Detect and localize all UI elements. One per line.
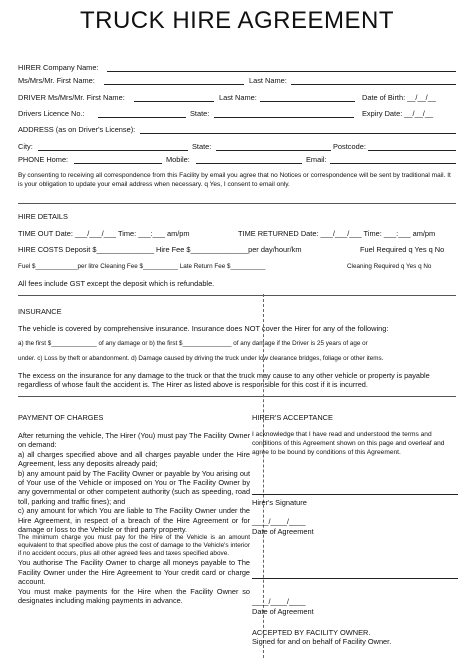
- signed-for-label: Signed for and on behalf of Facility Owner.: [252, 637, 392, 646]
- state2-field[interactable]: [216, 150, 331, 151]
- phone-home-label: PHONE Home:: [18, 155, 69, 164]
- expiry-date-field[interactable]: Expiry Date: __/__/__: [362, 109, 434, 118]
- email-consent-text: By consenting to receiving all correspondence from this Facility by email you agree that no Notices or correspondence will be sent by traditional mail. It is your obligation to update your email address when necessary. q Yes, I consent to email only.: [18, 172, 451, 188]
- company-name-label: HIRER Company Name:: [18, 63, 99, 72]
- facility-signature-field[interactable]: [252, 578, 458, 579]
- city-label: City:: [18, 142, 33, 151]
- page-title: TRUCK HIRE AGREEMENT: [79, 7, 395, 34]
- date-of-birth-field[interactable]: Date of Birth: __/__/__: [362, 93, 436, 102]
- payment-para-4: c) any amount for which You are liable to The Facility Owner under the Hire Agreement, in respect of a breach of the Hire Agreement or for damage or loss to the Vehicle or third party property.: [18, 506, 250, 535]
- payment-para-7: You must make payments for the Hire when the Facility Owner so designates including making payments in advance.: [18, 586, 250, 606]
- first-name-label: Ms/Mrs/Mr. First Name:: [18, 76, 95, 85]
- time-returned-field[interactable]: TIME RETURNED Date: ___/___/___ Time: ___:___ am/pm: [238, 229, 436, 238]
- payment-para-6: You authorise The Facility Owner to charge all moneys payable to The Facility Owner under the Hire Agreement to Your credit card or charge account.: [18, 558, 250, 587]
- email-field[interactable]: [330, 163, 456, 164]
- insurance-heading: INSURANCE: [18, 307, 62, 316]
- licence-field[interactable]: [98, 117, 186, 118]
- postcode-label: Postcode:: [333, 142, 366, 151]
- address-field[interactable]: [140, 133, 456, 134]
- agreement-date-field-1[interactable]: ____/____/____: [252, 517, 306, 526]
- hirer-signature-label: Hirer's Signature: [252, 498, 307, 507]
- mobile-label: Mobile:: [166, 155, 190, 164]
- divider: [18, 396, 456, 397]
- time-out-field[interactable]: TIME OUT Date: ___/___/___ Time: ___:___ am/pm: [18, 229, 190, 238]
- last-name-label: Last Name:: [249, 76, 287, 85]
- accepted-by-label: ACCEPTED BY FACILITY OWNER.: [252, 628, 371, 637]
- last-name-field[interactable]: [291, 84, 456, 85]
- first-name-field[interactable]: [104, 84, 244, 85]
- state-label: State:: [190, 109, 210, 118]
- fuel-required-checkbox[interactable]: Fuel Required q Yes q No: [360, 245, 445, 254]
- acceptance-text: I acknowledge that I have read and understood the terms and conditions of this Agreement shown on this page and overleaf and agree to be bound by conditions of this Agreement.: [252, 431, 445, 456]
- gst-note: All fees include GST except the deposit which is refundable.: [18, 279, 215, 288]
- insurance-excess-a-b: a) the first $_____________ of any damage or b) the first $______________ of any damage if the Driver is 25 years of age or: [18, 340, 368, 347]
- divider: [18, 295, 456, 296]
- phone-home-field[interactable]: [74, 163, 162, 164]
- divider: [18, 203, 456, 204]
- payment-terms: [18, 431, 250, 606]
- driver-first-name-label: DRIVER Ms/Mrs/Mr. First Name:: [18, 93, 125, 102]
- email-label: Email:: [306, 155, 327, 164]
- date-of-agreement-label-2: Date of Agreement: [252, 607, 314, 616]
- hire-costs-field[interactable]: HIRE COSTS Deposit $______________ Hire Fee $______________per day/hour/km: [18, 245, 302, 254]
- agreement-date-field-2[interactable]: ____/____/____: [252, 597, 306, 606]
- licence-label: Drivers Licence No.:: [18, 109, 85, 118]
- driver-last-name-label: Last Name:: [219, 93, 257, 102]
- mobile-field[interactable]: [196, 163, 302, 164]
- company-name-field[interactable]: [107, 71, 456, 72]
- insurance-c-d: under. c) Loss by theft or abandonment. d) Damage caused by driving the truck under low clearance bridges, foliage or other items.: [18, 355, 384, 362]
- insurance-excess-text: The excess on the insurance for any damage to the truck or that the truck may cause to any other vehicle or property is payable regardless of whose fault the accident is. The Hirer as listed above is responsible for this cost if it is incurred.: [18, 371, 430, 390]
- date-of-agreement-label-1: Date of Agreement: [252, 527, 314, 536]
- payment-heading: PAYMENT OF CHARGES: [18, 413, 104, 422]
- driver-last-name-field[interactable]: [260, 101, 355, 102]
- payment-para-5: The minimum charge you must pay for the Hire of the Vehicle is an amount equivalent to that specified above plus the cost of damage to the Vehicle's interior if no accident occurs, plus all other agreed fees and taxes specified above.: [18, 534, 250, 558]
- payment-para-2: a) all charges specified above and all charges payable under the Hire Agreement, less any deposits already paid;: [18, 449, 250, 469]
- insurance-covered-text: The vehicle is covered by comprehensive insurance. Insurance does NOT cover the Hirer for any of the following:: [18, 324, 389, 333]
- acceptance-heading: HIRER'S ACCEPTANCE: [252, 413, 333, 422]
- payment-para-3: b) any amount paid by The Facility Owner or payable by You arising out of Your use of the Vehicle or imposed on You or The Facility Owner by any governmental or other competent authority (such as speeding, road toll, parking and traffic fines); and: [18, 468, 250, 506]
- driver-first-name-field[interactable]: [134, 101, 214, 102]
- state-field[interactable]: [214, 117, 354, 118]
- cleaning-required-checkbox[interactable]: Cleaning Required q Yes q No: [347, 263, 432, 270]
- fuel-cleaning-fee-field[interactable]: Fuel $____________per litre Cleaning Fee $__________ Late Return Fee $__________: [18, 263, 266, 270]
- address-label: ADDRESS (as on Driver's License):: [18, 125, 136, 134]
- city-field[interactable]: [38, 150, 188, 151]
- hirer-signature-field[interactable]: [252, 494, 458, 495]
- payment-para-1: After returning the vehicle, The Hirer (You) must pay The Facility Owner on demand:: [18, 431, 250, 450]
- hire-details-heading: HIRE DETAILS: [18, 212, 68, 221]
- postcode-field[interactable]: [368, 150, 456, 151]
- state2-label: State:: [192, 142, 212, 151]
